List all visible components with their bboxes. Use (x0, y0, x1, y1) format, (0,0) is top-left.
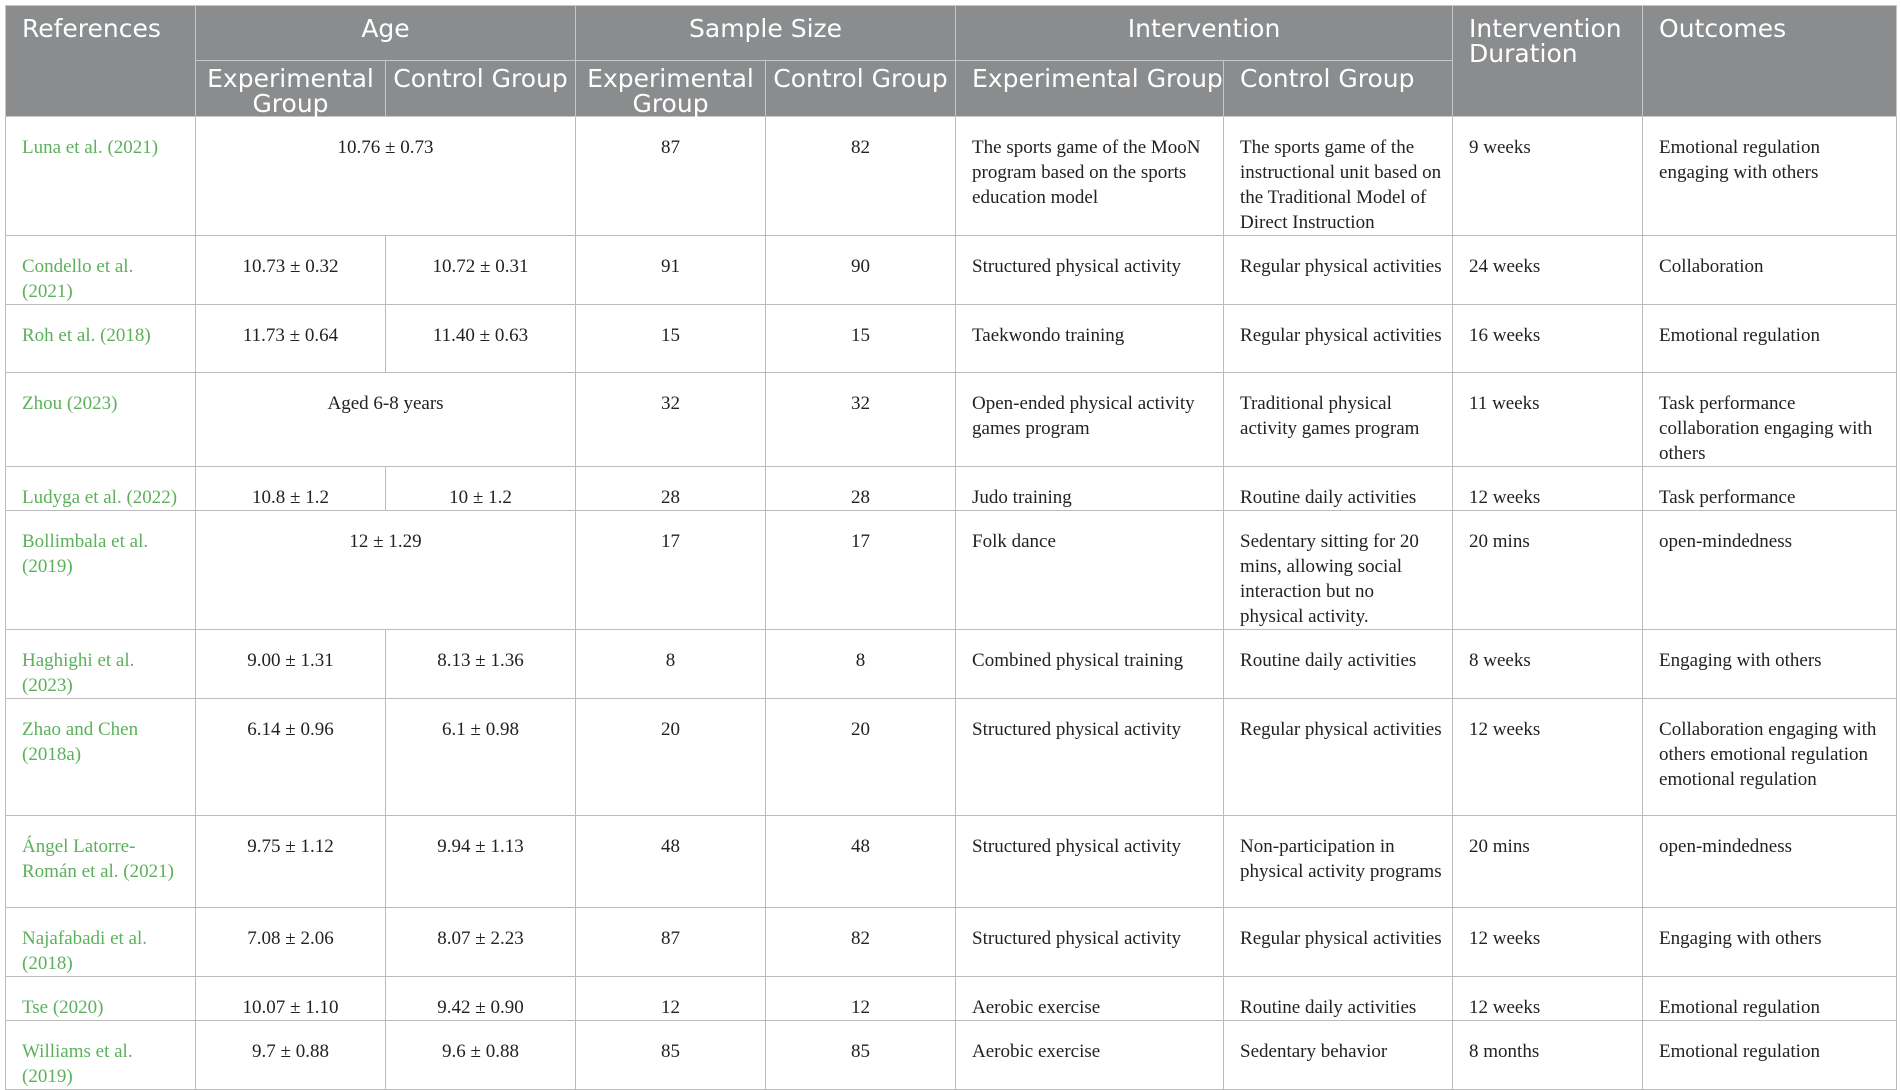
outcomes-cell: Emotional regulation (1643, 977, 1897, 1021)
intervention-control-cell: Non-participation in physical activity programs (1224, 816, 1453, 908)
sample-control-cell: 48 (766, 816, 956, 908)
sample-control-cell: 28 (766, 467, 956, 511)
intervention-control-cell: Traditional physical activity games program (1224, 373, 1453, 467)
outcomes-cell: Emotional regulation (1643, 1021, 1897, 1090)
intervention-experimental-cell: Folk dance (956, 511, 1224, 630)
reference-link[interactable]: Najafabadi et al. (2018) (6, 908, 196, 977)
intervention-experimental-cell: Aerobic exercise (956, 1021, 1224, 1090)
intervention-control-cell: Sedentary behavior (1224, 1021, 1453, 1090)
age-experimental-cell: 9.00 ± 1.31 (196, 630, 386, 699)
sample-experimental-cell: 32 (576, 373, 766, 467)
reference-link[interactable]: Ángel Latorre-Román et al. (2021) (6, 816, 196, 908)
outcomes-cell: Emotional regulation engaging with others (1643, 117, 1897, 236)
sample-experimental-cell: 28 (576, 467, 766, 511)
header-sample-control: Control Group (766, 61, 956, 117)
sample-control-cell: 82 (766, 117, 956, 236)
table-row (6, 630, 1897, 699)
duration-cell: 20 mins (1453, 511, 1643, 630)
reference-link[interactable]: Zhou (2023) (6, 373, 196, 467)
duration-cell: 9 weeks (1453, 117, 1643, 236)
intervention-control-cell: Regular physical activities (1224, 236, 1453, 305)
reference-link[interactable]: Zhao and Chen (2018a) (6, 699, 196, 816)
table-row (6, 117, 1897, 236)
intervention-experimental-cell: Taekwondo training (956, 305, 1224, 373)
duration-cell: 8 weeks (1453, 630, 1643, 699)
table-row (6, 511, 1897, 630)
table-header (6, 6, 1897, 117)
header-outcomes: Outcomes (1643, 6, 1897, 117)
age-control-cell: 10 ± 1.2 (386, 467, 576, 511)
sample-experimental-cell: 12 (576, 977, 766, 1021)
sample-control-cell: 15 (766, 305, 956, 373)
reference-link[interactable]: Haghighi et al. (2023) (6, 630, 196, 699)
outcomes-cell: open-mindedness (1643, 511, 1897, 630)
sample-control-cell: 82 (766, 908, 956, 977)
duration-cell: 12 weeks (1453, 467, 1643, 511)
intervention-control-cell: Routine daily activities (1224, 977, 1453, 1021)
age-merged-cell: 10.76 ± 0.73 (196, 117, 576, 236)
header-age-control: Control Group (386, 61, 576, 117)
sample-experimental-cell: 15 (576, 305, 766, 373)
age-control-cell: 8.13 ± 1.36 (386, 630, 576, 699)
duration-cell: 12 weeks (1453, 977, 1643, 1021)
sample-experimental-cell: 87 (576, 117, 766, 236)
outcomes-cell: Task performance (1643, 467, 1897, 511)
intervention-control-cell: Sedentary sitting for 20 mins, allowing social interaction but no physical activity. (1224, 511, 1453, 630)
sample-experimental-cell: 20 (576, 699, 766, 816)
sample-control-cell: 12 (766, 977, 956, 1021)
table-row (6, 816, 1897, 908)
outcomes-cell: Engaging with others (1643, 908, 1897, 977)
intervention-experimental-cell: Structured physical activity (956, 236, 1224, 305)
age-control-cell: 9.42 ± 0.90 (386, 977, 576, 1021)
intervention-experimental-cell: The sports game of the MooN program based on the sports education model (956, 117, 1224, 236)
duration-cell: 24 weeks (1453, 236, 1643, 305)
sample-experimental-cell: 17 (576, 511, 766, 630)
table-row (6, 1021, 1897, 1090)
outcomes-cell: open-mindedness (1643, 816, 1897, 908)
table-row (6, 305, 1897, 373)
duration-cell: 8 months (1453, 1021, 1643, 1090)
outcomes-cell: Emotional regulation (1643, 305, 1897, 373)
duration-cell: 12 weeks (1453, 699, 1643, 816)
age-control-cell: 8.07 ± 2.23 (386, 908, 576, 977)
header-sample-experimental: Experimental Group (576, 61, 766, 117)
table-row (6, 977, 1897, 1021)
header-references: References (6, 6, 196, 117)
table-row (6, 467, 1897, 511)
sample-experimental-cell: 48 (576, 816, 766, 908)
intervention-experimental-cell: Open-ended physical activity games program (956, 373, 1224, 467)
table-row (6, 373, 1897, 467)
age-experimental-cell: 7.08 ± 2.06 (196, 908, 386, 977)
header-intervention-experimental: Experimental Group (956, 61, 1224, 117)
intervention-experimental-cell: Combined physical training (956, 630, 1224, 699)
header-age-experimental: Experimental Group (196, 61, 386, 117)
age-experimental-cell: 6.14 ± 0.96 (196, 699, 386, 816)
outcomes-cell: Task performance collaboration engaging with others (1643, 373, 1897, 467)
intervention-experimental-cell: Judo training (956, 467, 1224, 511)
age-experimental-cell: 10.73 ± 0.32 (196, 236, 386, 305)
header-row-top (6, 6, 1897, 61)
outcomes-cell: Collaboration engaging with others emotional regulation emotional regulation (1643, 699, 1897, 816)
age-merged-cell: 12 ± 1.29 (196, 511, 576, 630)
age-experimental-cell: 10.07 ± 1.10 (196, 977, 386, 1021)
sample-experimental-cell: 8 (576, 630, 766, 699)
reference-link[interactable]: Ludyga et al. (2022) (6, 467, 196, 511)
age-experimental-cell: 11.73 ± 0.64 (196, 305, 386, 373)
sample-experimental-cell: 85 (576, 1021, 766, 1090)
header-intervention: Intervention (956, 6, 1453, 61)
intervention-control-cell: The sports game of the instructional unit based on the Traditional Model of Direct Instruction (1224, 117, 1453, 236)
age-experimental-cell: 9.75 ± 1.12 (196, 816, 386, 908)
sample-control-cell: 32 (766, 373, 956, 467)
duration-cell: 16 weeks (1453, 305, 1643, 373)
reference-link[interactable]: Tse (2020) (6, 977, 196, 1021)
intervention-experimental-cell: Structured physical activity (956, 908, 1224, 977)
age-control-cell: 11.40 ± 0.63 (386, 305, 576, 373)
header-intervention-control: Control Group (1224, 61, 1453, 117)
age-control-cell: 6.1 ± 0.98 (386, 699, 576, 816)
intervention-experimental-cell: Structured physical activity (956, 699, 1224, 816)
sample-experimental-cell: 91 (576, 236, 766, 305)
intervention-experimental-cell: Aerobic exercise (956, 977, 1224, 1021)
intervention-experimental-cell: Structured physical activity (956, 816, 1224, 908)
sample-control-cell: 20 (766, 699, 956, 816)
sample-control-cell: 8 (766, 630, 956, 699)
intervention-control-cell: Routine daily activities (1224, 467, 1453, 511)
reference-link[interactable]: Williams et al. (2019) (6, 1021, 196, 1090)
outcomes-cell: Engaging with others (1643, 630, 1897, 699)
duration-cell: 20 mins (1453, 816, 1643, 908)
reference-link[interactable]: Condello et al. (2021) (6, 236, 196, 305)
age-control-cell: 9.6 ± 0.88 (386, 1021, 576, 1090)
sample-control-cell: 17 (766, 511, 956, 630)
age-experimental-cell: 9.7 ± 0.88 (196, 1021, 386, 1090)
age-control-cell: 9.94 ± 1.13 (386, 816, 576, 908)
sample-control-cell: 85 (766, 1021, 956, 1090)
age-experimental-cell: 10.8 ± 1.2 (196, 467, 386, 511)
intervention-control-cell: Regular physical activities (1224, 908, 1453, 977)
outcomes-cell: Collaboration (1643, 236, 1897, 305)
duration-cell: 12 weeks (1453, 908, 1643, 977)
table-row (6, 236, 1897, 305)
reference-link[interactable]: Luna et al. (2021) (6, 117, 196, 236)
table-row (6, 908, 1897, 977)
duration-cell: 11 weeks (1453, 373, 1643, 467)
intervention-control-cell: Routine daily activities (1224, 630, 1453, 699)
age-merged-cell: Aged 6-8 years (196, 373, 576, 467)
header-intervention-duration: Intervention Duration (1453, 6, 1643, 117)
studies-table (5, 5, 1897, 1090)
header-sample-size: Sample Size (576, 6, 956, 61)
intervention-control-cell: Regular physical activities (1224, 699, 1453, 816)
age-control-cell: 10.72 ± 0.31 (386, 236, 576, 305)
sample-experimental-cell: 87 (576, 908, 766, 977)
table-body (6, 117, 1897, 1090)
reference-link[interactable]: Roh et al. (2018) (6, 305, 196, 373)
intervention-control-cell: Regular physical activities (1224, 305, 1453, 373)
header-age: Age (196, 6, 576, 61)
reference-link[interactable]: Bollimbala et al. (2019) (6, 511, 196, 630)
sample-control-cell: 90 (766, 236, 956, 305)
table-row (6, 699, 1897, 816)
